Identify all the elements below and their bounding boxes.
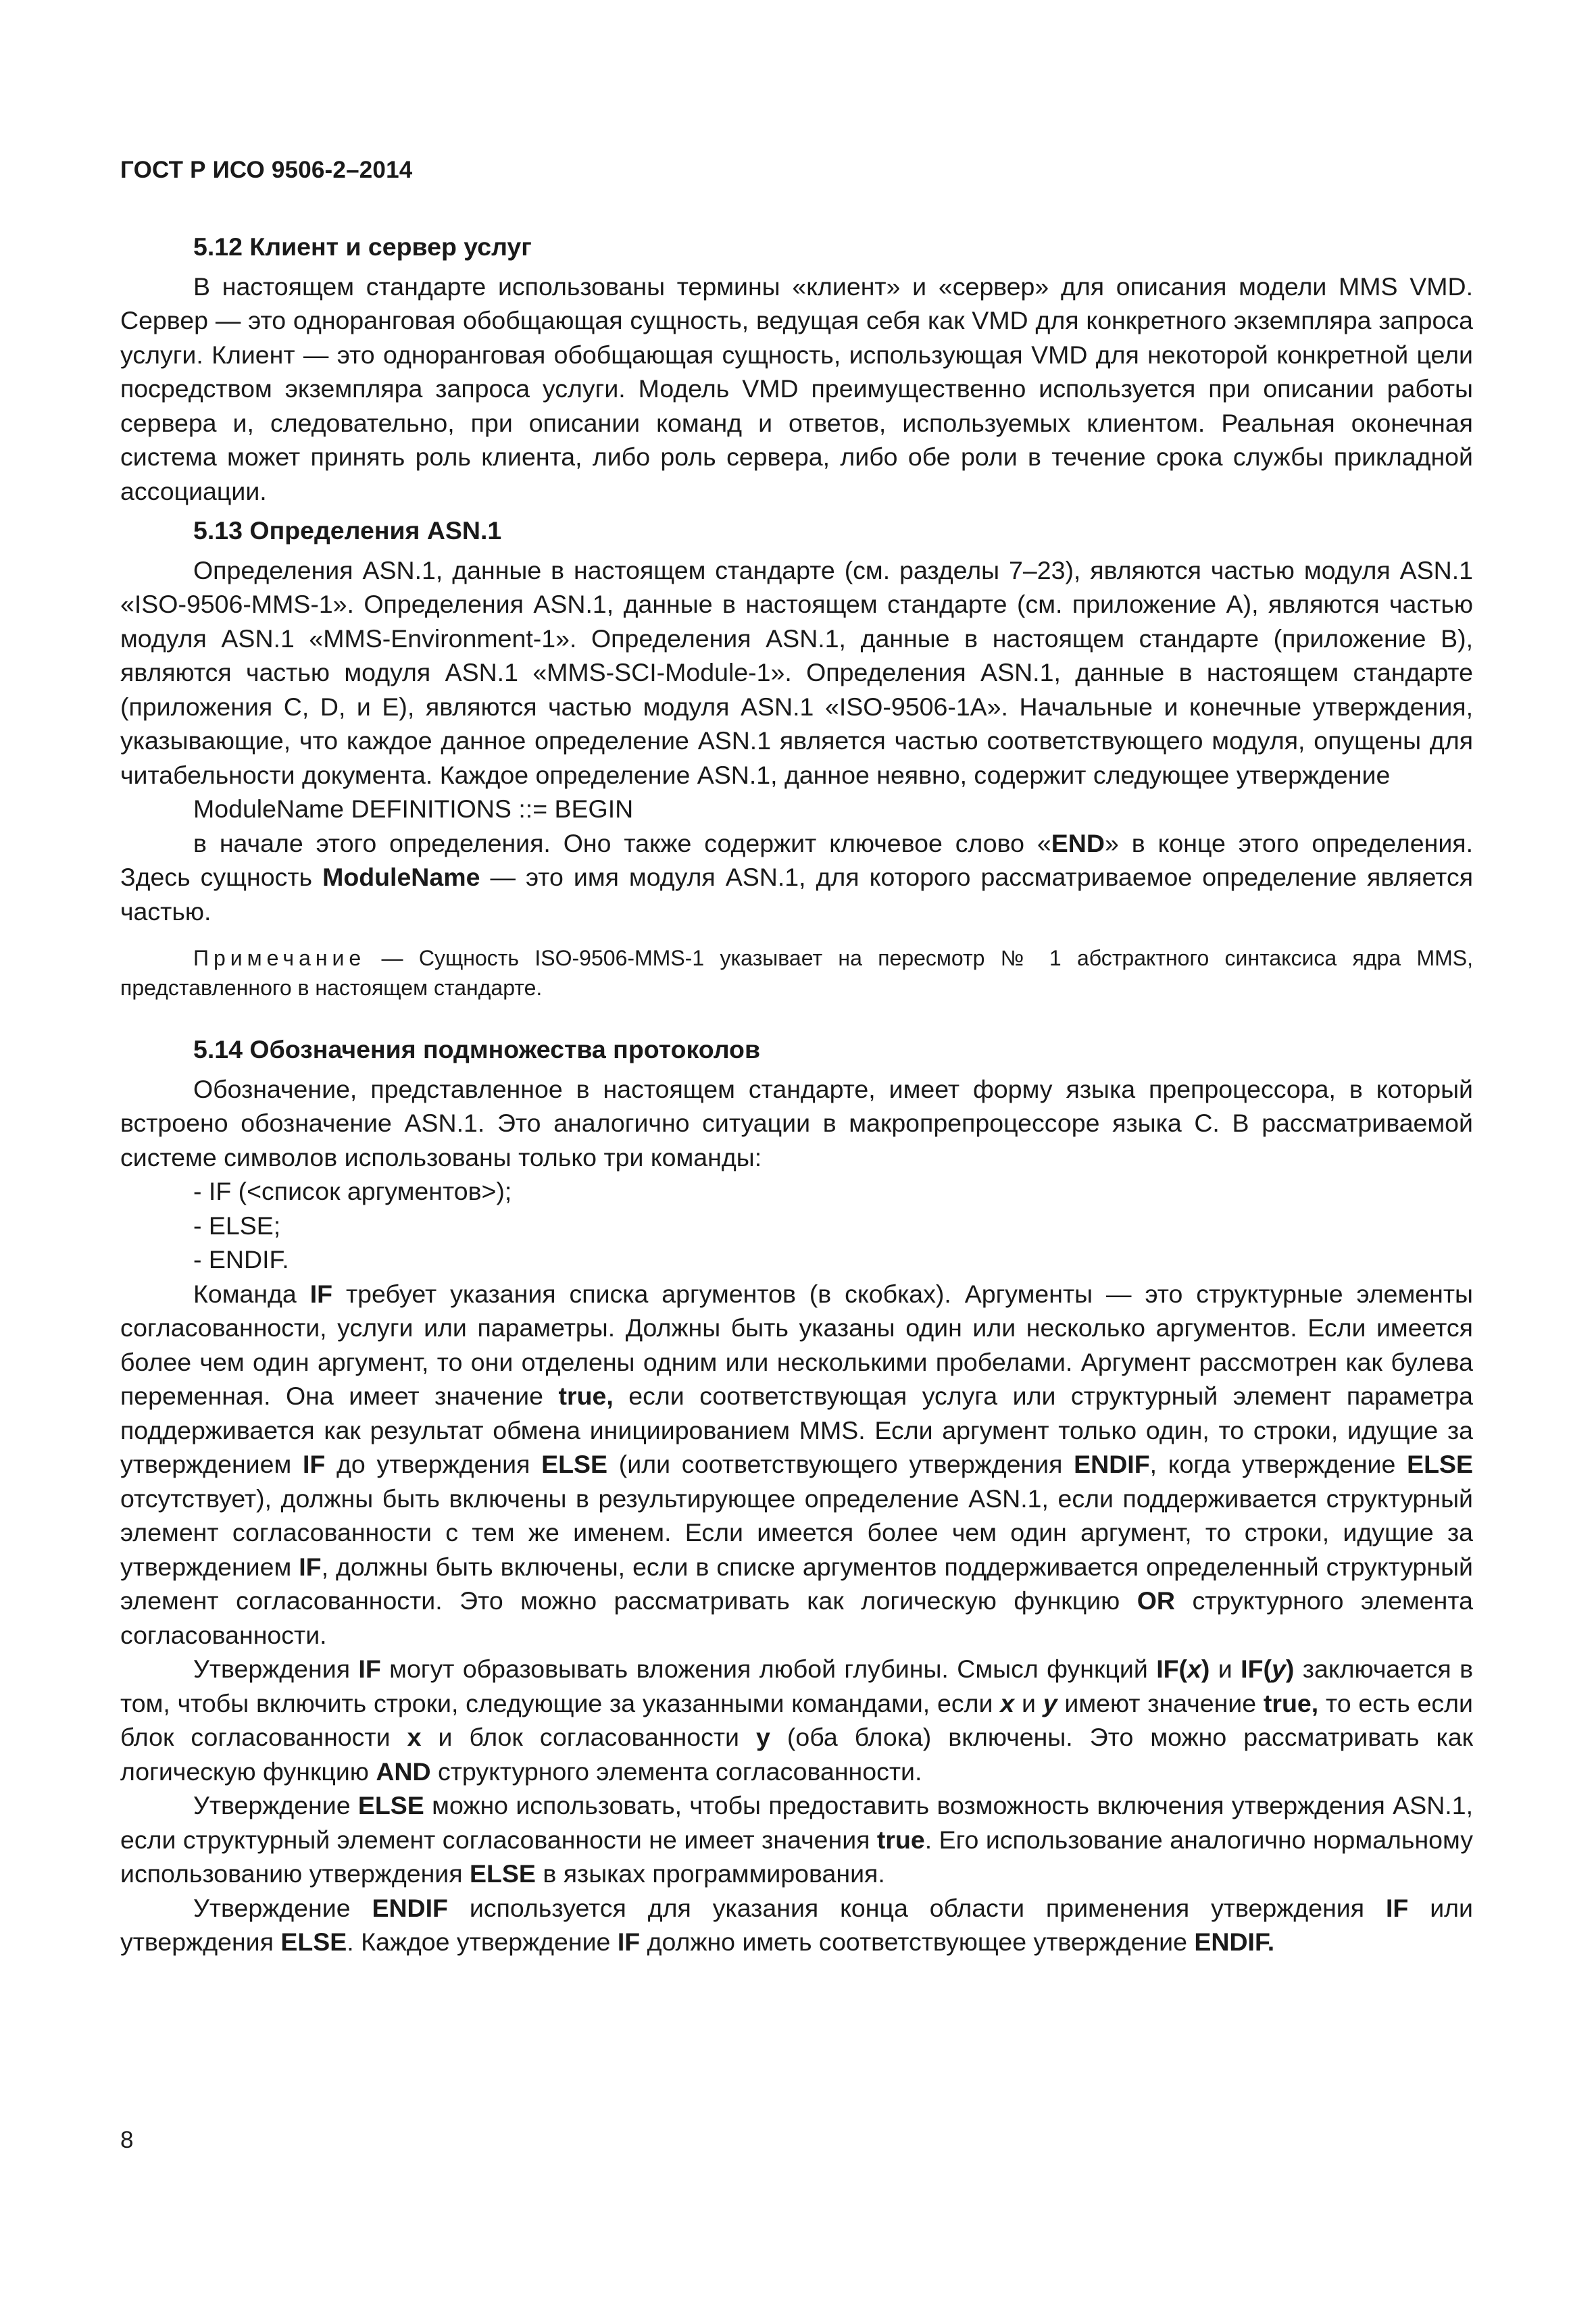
note-label: Примечание xyxy=(193,946,366,970)
list-item: - IF (<список аргументов>); xyxy=(193,1177,512,1205)
paragraph: В настоящем стандарте использованы термины «клиент» и «сервер» для описания модели MMS VMD. Сервер — это одноранговая обобщающая сущность, ведущая себя как VMD для конкретного экземпляра запроса услуги. Клиент — это одноранговая обобщающая сущность, использующая VMD для некоторой конкретной цели посредством экземпляра запроса услуги. Модель VMD преимущественно используется при описании работы сервера и, следовательно, при описании команд и ответов, используемых клиентом. Реальная оконечная система может принять роль клиента, либо роль сервера, либо обе роли в течение срока службы прикладной ассоциации. xyxy=(120,272,1473,505)
list-item: - ENDIF. xyxy=(193,1245,289,1274)
list-item: - ELSE; xyxy=(193,1211,281,1240)
paragraph: Утверждение ENDIF используется для указания конца области применения утверждения IF или утверждения ELSE. Каждое утверждение IF должно иметь соответствующее утверждение ENDIF. xyxy=(120,1893,1473,1956)
section-title-5-14: 5.14 Обозначения подмножества протоколов xyxy=(193,1035,761,1063)
paragraph: Определения ASN.1, данные в настоящем стандарте (см. разделы 7–23), являются частью модуля ASN.1 «ISO-9506-MMS-1». Определения ASN.1, данные в настоящем стандарте (см. приложение A), являются частью модуля ASN.1 «MMS-Environment-1». Определения ASN.1, данные в настоящем стандарте (приложение B), являются частью модуля ASN.1 «MMS-SCI-Module-1». Определения ASN.1, данные в настоящем стандарте (приложения C, D, и E), являются частью модуля ASN.1 «ISO-9506-1A». Начальные и конечные утверждения, указывающие, что каждое данное определение ASN.1 является частью соответствующего модуля, опущены для читабельности документа. Каждое определение ASN.1, данное неявно, содержит следующее утверждение xyxy=(120,555,1474,789)
keyword: ModuleName xyxy=(322,863,480,891)
paragraph: Утверждение ELSE можно использовать, чтобы предоставить возможность включения утверждения ASN.1, если структурный элемент согласованности не имеет значения true. Его использование аналогично нормальному использованию утверждения ELSE в языках программирования. xyxy=(120,1791,1473,1888)
keyword: END xyxy=(1051,828,1105,857)
section-title-5-13: 5.13 Определения ASN.1 xyxy=(193,516,502,545)
paragraph: Обозначение, представленное в настоящем стандарте, имеет форму языка препроцессора, в который встроено обозначение ASN.1. Это аналогично ситуации в макропрепроцессоре языка С. В рассматриваемой системе символов использованы только три команды: xyxy=(120,1074,1473,1172)
document-header: ГОСТ Р ИСО 9506-2–2014 xyxy=(120,157,413,183)
code-line: ModuleName DEFINITIONS ::= BEGIN xyxy=(193,795,634,823)
paragraph: Команда IF требует указания списка аргументов (в скобках). Аргументы — это структурные элементы согласованности, услуги или параметры. Должны быть указаны один или несколько аргументов. Если имеется более чем один аргумент, то они отделены одним или несколькими пробелами. Аргумент рассмотрен как булева переменная. Она имеет значение true, если соответствующая услуга или структурный элемент параметра поддерживается как результат обмена инициированием MMS. Если аргумент только один, то строки, идущие за утверждением IF до утверждения ELSE (или соответствующего утверждения ENDIF, когда утверждение ELSE отсутствует), должны быть включены в результирующее определение ASN.1, если поддерживается структурный элемент согласованности с тем же именем. Если имеется более чем один аргумент, то строки, идущие за утверждением IF, должны быть включены, если в списке аргументов поддерживается определенный структурный элемент согласованности. Это можно рассматривать как логическую функцию OR структурного элемента согласованности. xyxy=(120,1279,1474,1649)
paragraph: в начале этого определения. Оно также содержит ключевое слово «END» в конце этого определения. Здесь сущность ModuleName — это имя модуля ASN.1, для которого рассматриваемое определение является частью. xyxy=(120,828,1473,926)
paragraph: Утверждения IF могут образовывать вложения любой глубины. Смысл функций IF(x) и IF(y) заключается в том, чтобы включить строки, следующие за указанными командами, если x и y имеют значение true, то есть если блок согласованности x и блок согласованности y (оба блока) включены. Это можно рассматривать как логическую функцию AND структурного элемента согласованности. xyxy=(120,1655,1473,1786)
page-number: 8 xyxy=(120,2127,134,2153)
document-body xyxy=(120,230,1473,1959)
note: Примечание — Сущность ISO-9506-MMS-1 указывает на пересмотр № 1 абстрактного синтаксиса ядра MMS, представленного в настоящем стандарте. xyxy=(120,946,1473,1000)
section-title-5-12: 5.12 Клиент и сервер услуг xyxy=(193,232,532,261)
